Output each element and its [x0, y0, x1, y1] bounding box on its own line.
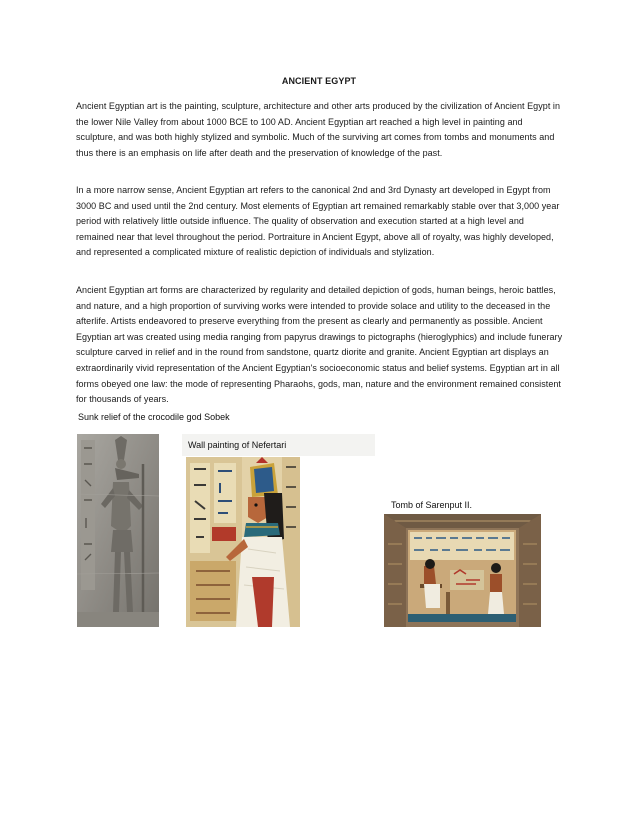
document-title: ANCIENT EGYPT [281, 76, 357, 86]
paragraph-3: Ancient Egyptian art forms are characterized by regularity and detailed depiction of gods, human beings, heroic battles, and nature, and a high proportion of surviving works were intended to provide solace and utility to the deceased in the afterlife. Artists endeavored to preserve everything from the present as clearly and permanently as possible. Ancient Egyptian art was created using media ranging from papyrus drawings to pictographs (hieroglyphics) and include funerary sculpture carved in relief and in the round from sandstone, quartz diorite and granite. Ancient Egyptian art displays an extraordinarily vivid representation of the Ancient Egyptian's socioeconomic status and belief systems. Egyptian art in all forms obeyed one law: the mode of representing Pharaohs, gods, man, nature and the environment remained consistent for thousands of years. [76, 285, 563, 405]
figure-caption-sobek: Sunk relief of the crocodile god Sobek [78, 412, 230, 422]
paragraph-2: In a more narrow sense, Ancient Egyptian art refers to the canonical 2nd and 3rd Dynasty art developed in Egypt from 3000 BC and used until the 2nd century. Most elements of Egyptian art remained remarkably stable over that 3,000 year period with relatively little outside influence. The quality of observation and execution started at a high level and remained near that level throughout the period. Portraiture in Ancient Egypt, above all of royalty, was highly developed, and represented a complicated mixture of realistic depiction of individuals and stylization. [76, 185, 560, 258]
figure-caption-sarenput: Tomb of Sarenput II. [391, 500, 473, 510]
nefertari-painting-image [186, 457, 300, 627]
paragraph-1: Ancient Egyptian art is the painting, sculpture, architecture and other arts produced by the civilization of Ancient Egypt in the lower Nile Valley from about 1000 BCE to 100 AD. Ancient Egyptian art reached a high level in painting and sculpture, and was both highly stylized and symbolic. Much of the surviving art comes from tombs and monuments and thus there is an emphasis on life after death and the preservation of knowledge of the past. [76, 101, 561, 158]
figure-caption-nefertari: Wall painting of Nefertari [188, 440, 287, 450]
sobek-relief-image [77, 434, 159, 627]
sarenput-tomb-image [384, 514, 541, 627]
